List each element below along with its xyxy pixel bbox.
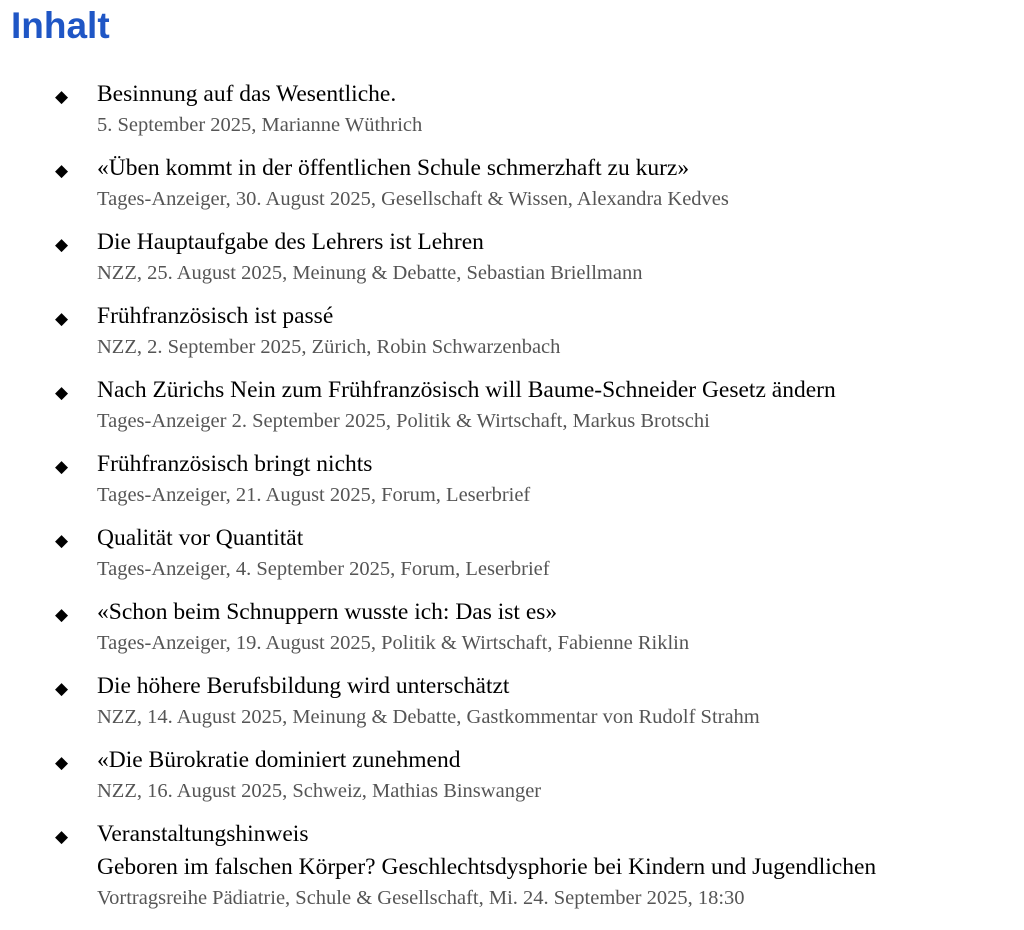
toc-entry: [0, 596, 1024, 670]
diamond-bullet-icon: ◆: [55, 309, 69, 329]
diamond-bullet-icon: ◆: [55, 753, 69, 773]
entry-meta: NZZ, 25. August 2025, Meinung & Debatte, Sebastian Briellmann: [97, 262, 643, 284]
diamond-bullet-icon: ◆: [55, 235, 69, 255]
entry-title-link[interactable]: «Üben kommt in der öffentlichen Schule schmerzhaft zu kurz»: [97, 155, 690, 181]
toc-entry: [0, 78, 1024, 152]
entry-title-link[interactable]: Frühfranzösisch ist passé: [97, 303, 334, 329]
entry-meta: Tages-Anzeiger, 30. August 2025, Gesellschaft & Wissen, Alexandra Kedves: [97, 188, 729, 210]
entry-meta: Tages-Anzeiger, 19. August 2025, Politik & Wirtschaft, Fabienne Riklin: [97, 632, 690, 654]
entry-title-link[interactable]: «Schon beim Schnuppern wusste ich: Das ist es»: [97, 599, 558, 625]
toc-entry: [0, 374, 1024, 448]
entry-meta: Tages-Anzeiger, 21. August 2025, Forum, Leserbrief: [97, 484, 531, 506]
entry-title-link[interactable]: «Die Bürokratie dominiert zunehmend: [97, 747, 461, 773]
diamond-bullet-icon: ◆: [55, 383, 69, 403]
toc-entry: [0, 226, 1024, 300]
event-title-link[interactable]: Geboren im falschen Körper? Geschlechtsdysphorie bei Kindern und Jugendlichen: [97, 854, 877, 880]
entry-title-link[interactable]: Die höhere Berufsbildung wird unterschätzt: [97, 673, 510, 699]
entry-meta: Tages-Anzeiger 2. September 2025, Politik & Wirtschaft, Markus Brotschi: [97, 410, 710, 432]
event-notice: [0, 818, 1024, 930]
entry-meta: NZZ, 2. September 2025, Zürich, Robin Schwarzenbach: [97, 336, 561, 358]
entry-title-link[interactable]: Qualität vor Quantität: [97, 525, 304, 551]
diamond-bullet-icon: ◆: [55, 457, 69, 477]
toc-entry: [0, 670, 1024, 744]
diamond-bullet-icon: ◆: [55, 531, 69, 551]
entry-title-link[interactable]: Besinnung auf das Wesentliche.: [97, 81, 397, 107]
diamond-bullet-icon: ◆: [55, 605, 69, 625]
page-heading: Inhalt: [11, 5, 110, 46]
entry-title-link[interactable]: Frühfranzösisch bringt nichts: [97, 451, 373, 477]
diamond-bullet-icon: ◆: [55, 87, 69, 107]
entry-meta: Tages-Anzeiger, 4. September 2025, Forum, Leserbrief: [97, 558, 550, 580]
diamond-bullet-icon: ◆: [55, 161, 69, 181]
event-meta: Vortragsreihe Pädiatrie, Schule & Gesellschaft, Mi. 24. September 2025, 18:30: [97, 887, 745, 909]
toc-entry: [0, 300, 1024, 374]
toc-entry: [0, 522, 1024, 596]
entry-meta: NZZ, 16. August 2025, Schweiz, Mathias Binswanger: [97, 780, 542, 802]
diamond-bullet-icon: ◆: [55, 679, 69, 699]
table-of-contents: [0, 78, 1024, 930]
toc-entry: [0, 744, 1024, 818]
entry-meta: NZZ, 14. August 2025, Meinung & Debatte, Gastkommentar von Rudolf Strahm: [97, 706, 760, 728]
event-label: Veranstaltungshinweis: [97, 821, 309, 847]
entry-title-link[interactable]: Die Hauptaufgabe des Lehrers ist Lehren: [97, 229, 484, 255]
toc-entry: [0, 152, 1024, 226]
diamond-bullet-icon: ◆: [55, 827, 69, 847]
entry-title-link[interactable]: Nach Zürichs Nein zum Frühfranzösisch will Baume-Schneider Gesetz ändern: [97, 377, 836, 403]
entry-meta: 5. September 2025, Marianne Wüthrich: [97, 114, 423, 136]
toc-entry: [0, 448, 1024, 522]
